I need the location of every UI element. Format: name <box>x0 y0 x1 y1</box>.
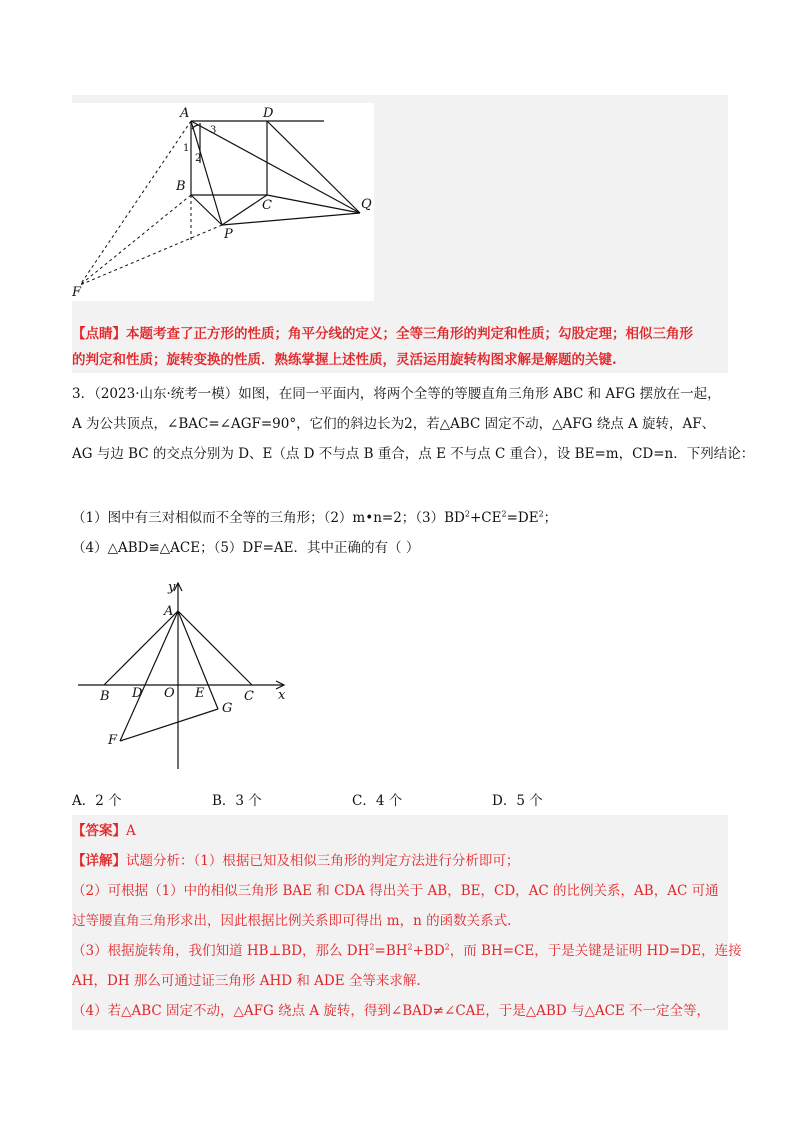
question-line-1: 3．（2023·山东·统考一模）如图，在同一平面内，将两个全等的等腰直角三角形 ABC 和 AFG 摆放在一起， <box>72 386 721 402</box>
label-y: y <box>168 580 176 595</box>
label-d: D <box>263 106 274 121</box>
label-q: Q <box>361 197 372 212</box>
label-b: B <box>100 689 110 704</box>
label-b: B <box>176 179 186 194</box>
angle-label-2: 2 <box>195 153 202 164</box>
line-fg <box>120 709 218 741</box>
angle-label-3: 3 <box>210 125 217 136</box>
label-f: F <box>108 733 118 748</box>
detail-line-3: 过等腰直角三角形求出，因此根据比例关系即可得出 m，n 的函数关系式. <box>72 913 512 929</box>
label-p: P <box>224 227 233 242</box>
detail-line-5: AH，DH 那么可通过证三角形 AHD 和 ADE 全等来求解. <box>72 973 421 989</box>
coordinate-figure <box>72 573 302 773</box>
label-o: O <box>164 686 175 701</box>
detail-line-6: （4）若△ABC 固定不动，△AFG 绕点 A 旋转，得到∠BAD≠∠CAE，于是△ABD 与△ACE 不一定全等， <box>72 1003 711 1019</box>
detail-line-2: （2）可根据（1）中的相似三角形 BAE 和 CDA 得出关于 AB，BE，CD，AC 的比例关系，AB，AC 可通 <box>72 883 719 899</box>
angle-label-1: 1 <box>183 143 190 154</box>
line-af <box>120 611 178 741</box>
label-g: G <box>222 701 233 716</box>
label-c: C <box>262 198 272 213</box>
label-c: C <box>244 689 254 704</box>
question-line-3: AG 与边 BC 的交点分别为 D、E（点 D 不与点 B 重合，点 E 不与点 C 重合），设 BE=m，CD=n．下列结论： <box>72 446 755 462</box>
line-ab <box>104 611 178 685</box>
line-ac <box>178 611 252 685</box>
comment-line-1: 【点睛】本题考查了正方形的性质；角平分线的定义；全等三角形的判定和性质；勾股定理；相似三角形 <box>72 326 693 342</box>
question-line-2: A 为公共顶点，∠BAC=∠AGF=90°，它们的斜边长为2，若△ABC 固定不动，△AFG 绕点 A 旋转，AF、 <box>72 416 716 432</box>
detail-line-1: 【详解】试题分析：（1）根据已知及相似三角形的判定方法进行分析即可； <box>72 853 520 869</box>
label-a: A <box>180 106 190 121</box>
label-x: x <box>278 688 286 703</box>
label-e: E <box>195 686 205 701</box>
option-c: C．4 个 <box>352 793 403 809</box>
option-b: B．3 个 <box>212 793 262 809</box>
answer-line: 【答案】A <box>72 823 136 839</box>
label-f: F <box>72 285 82 300</box>
conclusions-line-2: （4）△ABD≌△ACE；（5）DF=AE．其中正确的有（ ） <box>72 540 420 556</box>
detail-line-4: （3）根据旋转角，我们知道 HB⊥BD，那么 $DH^2=BH^2+BD^2$，而 BH=CE，于是关键是证明 HD=DE，连接 <box>72 942 742 959</box>
label-d: D <box>132 686 143 701</box>
option-d: D．5 个 <box>492 793 543 809</box>
option-a: A．2 个 <box>72 793 122 809</box>
comment-line-2: 的判定和性质；旋转变换的性质．熟练掌握上述性质，灵活运用旋转构图求解是解题的关键. <box>72 352 617 368</box>
label-a: A <box>164 604 174 619</box>
conclusions-line-1: （1）图中有三对相似而不全等的三角形；（2）m•n=2；$(3)BD^2+CE^2=DE^2$； <box>72 509 558 526</box>
geometry-figure-square <box>72 103 374 301</box>
